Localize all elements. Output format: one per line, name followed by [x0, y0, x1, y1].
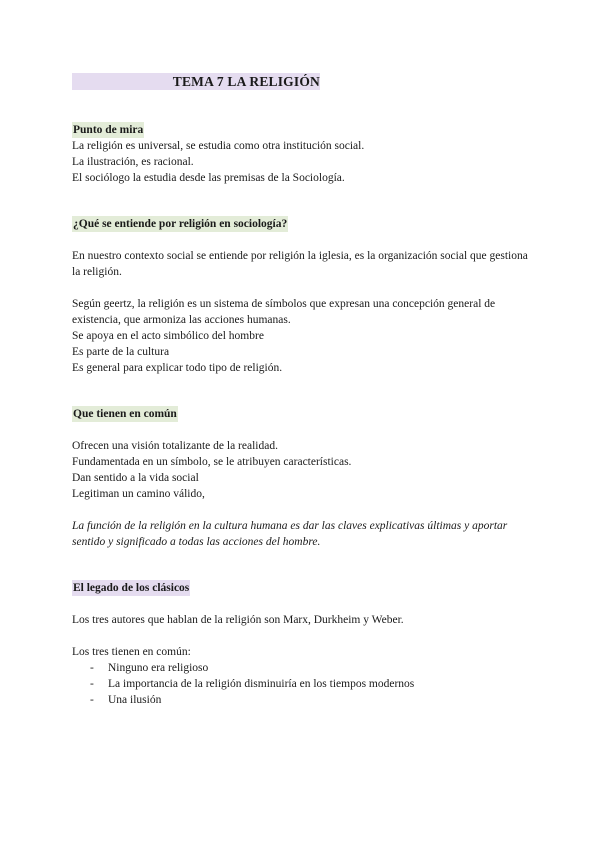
section-heading: Punto de mira [73, 124, 144, 136]
section-legado-clasicos [72, 580, 532, 708]
text-line: El sociólogo la estudia desde las premisas de la Sociología. [72, 172, 345, 184]
page-title: TEMA 7 LA RELIGIÓN [172, 74, 320, 89]
document-body [72, 122, 532, 708]
text-line: Es parte de la cultura [72, 346, 170, 358]
text-line: La ilustración, es racional. [72, 156, 194, 168]
text-line: Ofrecen una visión totalizante de la realidad. [72, 440, 278, 452]
paragraph: En nuestro contexto social se entiende por religión la iglesia, es la organización social que gestiona la religión. [72, 250, 528, 278]
text-line: Es general para explicar todo tipo de religión. [72, 362, 283, 374]
text-line: Fundamentada en un símbolo, se le atribuyen características. [72, 456, 352, 468]
section-heading: Que tienen en común [73, 408, 177, 420]
text-line: Los tres autores que hablan de la religión son Marx, Durkheim y Weber. [72, 614, 404, 626]
list-item: - Una ilusión [72, 692, 532, 708]
section-heading: ¿Qué se entiende por religión en sociología? [73, 218, 288, 230]
text-line: Los tres tienen en común: [72, 646, 191, 658]
bullet-list [72, 660, 532, 708]
section-heading: El legado de los clásicos [73, 582, 190, 594]
text-line: La religión es universal, se estudia como otra institución social. [72, 140, 365, 152]
list-item: - Ninguno era religioso [72, 660, 532, 676]
section-que-tienen-en-comun [72, 406, 532, 550]
section-punto-de-mira [72, 122, 532, 186]
text-line: Dan sentido a la vida social [72, 472, 199, 484]
text-line: Se apoya en el acto simbólico del hombre [72, 330, 264, 342]
section-que-se-entiende [72, 216, 532, 376]
text-line: Legitiman un camino válido, [72, 488, 205, 500]
paragraph: Según geertz, la religión es un sistema de símbolos que expresan una concepción general de existencia, que armoniza las acciones humanas. [72, 298, 496, 326]
quote-paragraph: La función de la religión en la cultura humana es dar las claves explicativas últimas y aportar sentido y significado a todas las acciones del hombre. [72, 520, 508, 548]
list-item: - La importancia de la religión disminuiría en los tiempos modernos [72, 676, 532, 692]
